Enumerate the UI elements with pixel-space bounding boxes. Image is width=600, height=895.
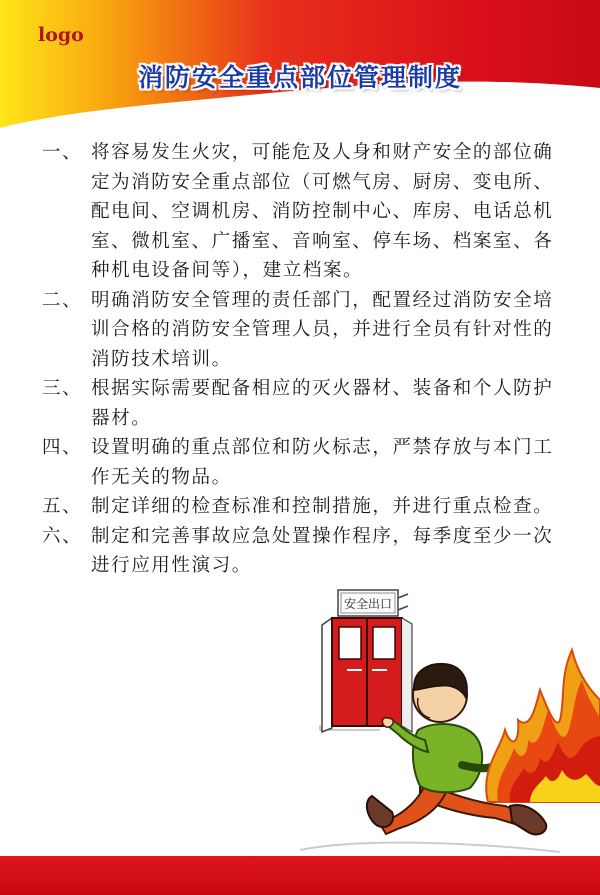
- rule-text: 制定详细的检查标准和控制措施，并进行重点检查。: [91, 496, 554, 517]
- footer-band: [0, 856, 600, 895]
- rule-text: 设置明确的重点部位和防火标志，严禁存放与本门工作无关的物品。: [91, 437, 554, 488]
- rule-text: 将容易发生火灾，可能危及人身和财产安全的部位确定为消防安全重点部位（可燃气房、厨房、变电所、配电间、空调机房、消防控制中心、库房、电话总机室、微机室、广播室、音响室、停车场、档案室、各种机电设备间等），建立档案。: [91, 142, 554, 281]
- rule-item: [42, 286, 562, 375]
- rule-number: 三、: [42, 378, 83, 399]
- fire-escape-illustration: [0, 580, 600, 860]
- exit-sign-icon: [338, 590, 408, 616]
- rule-item: [42, 433, 562, 492]
- rule-number: 六、: [42, 525, 83, 547]
- logo: logo: [38, 24, 84, 46]
- rule-number: 一、: [42, 142, 83, 163]
- exit-sign-label: 安全出口: [343, 597, 393, 611]
- rule-number: 四、: [42, 437, 83, 458]
- rule-item: [42, 522, 562, 581]
- rule-item: [42, 492, 562, 522]
- rule-number: 二、: [42, 289, 83, 311]
- rule-text: 制定和完善事故应急处置操作程序，每季度至少一次进行应用性演习。: [91, 525, 554, 576]
- page-title: 消防安全重点部位管理制度: [137, 63, 462, 92]
- rule-text: 根据实际需要配备相应的灭火器材、装备和个人防护器材。: [91, 378, 554, 429]
- rule-item: [42, 374, 562, 433]
- rules-list: [42, 138, 562, 581]
- fire-icon: [486, 650, 600, 802]
- rule-number: 五、: [42, 496, 83, 517]
- exit-door-icon: [322, 618, 412, 732]
- rule-text: 明确消防安全管理的责任部门，配置经过消防安全培训合格的消防安全管理人员，并进行全员有针对性的消防技术培训。: [91, 289, 554, 370]
- rule-item: [42, 138, 562, 286]
